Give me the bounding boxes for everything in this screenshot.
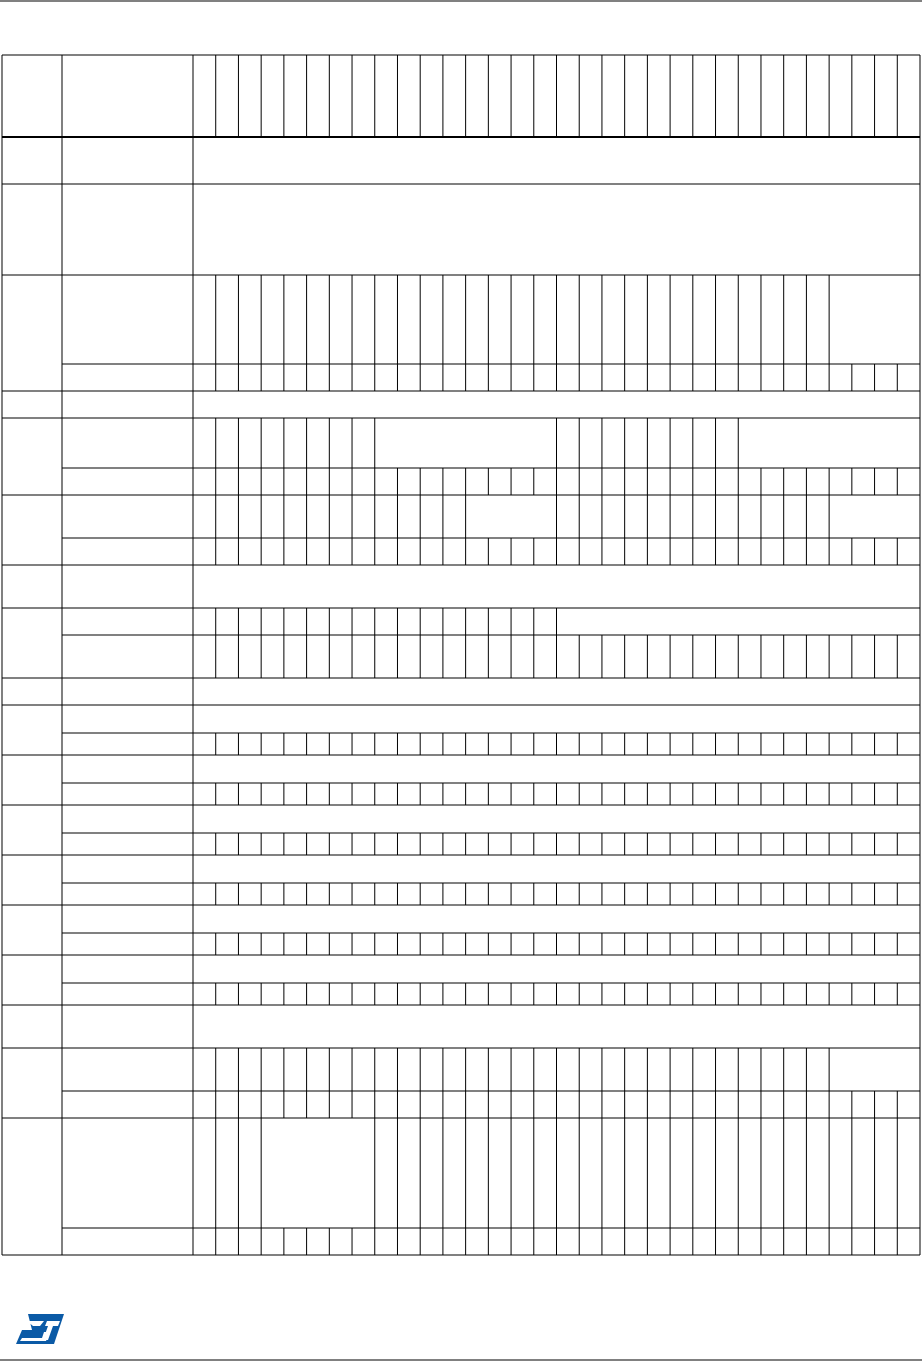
- st-logo-icon: [14, 1312, 66, 1346]
